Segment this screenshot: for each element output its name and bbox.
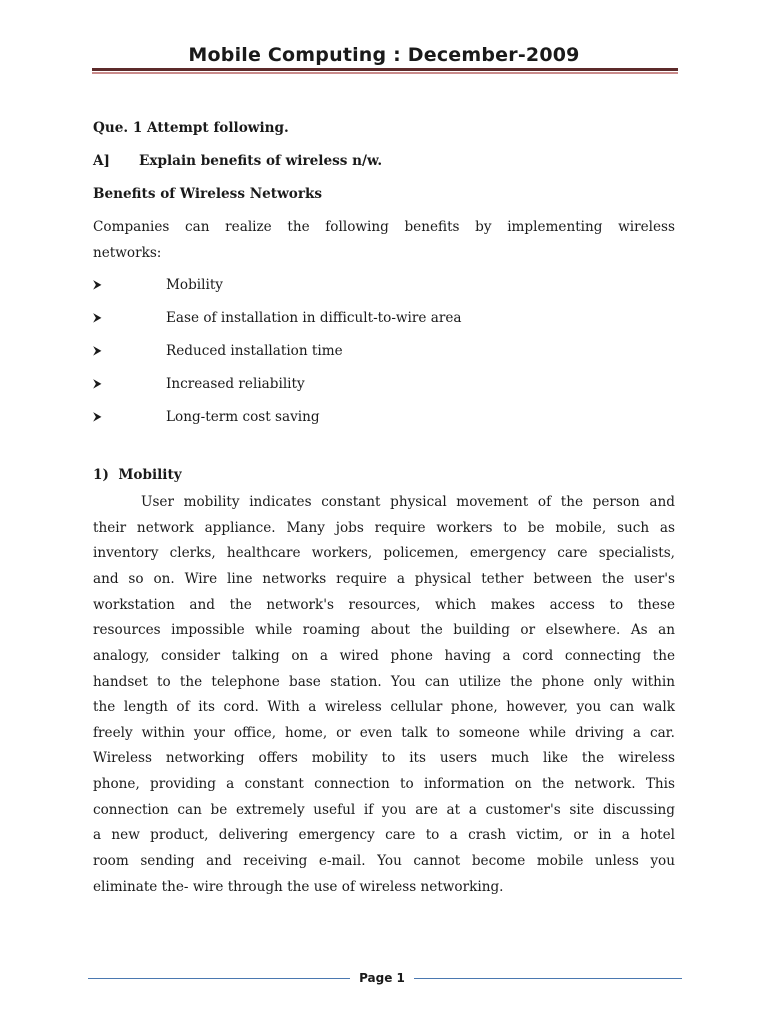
bullet-label: Long-term cost saving <box>166 409 320 425</box>
arrowhead-bullet-icon: ⮞ <box>93 310 102 324</box>
paragraph-line: workstation and the network's resources, which makes access to these <box>93 597 675 613</box>
paragraph-line: handset to the telephone base station. You can utilize the phone only within <box>93 674 675 690</box>
intro-line: Companies can realize the following benefits by implementing wireless <box>93 219 675 235</box>
paragraph-line: inventory clerks, healthcare workers, policemen, emergency care specialists, <box>93 545 675 561</box>
bullet-label: Reduced installation time <box>166 343 343 359</box>
paragraph-line: resources impossible while roaming about the building or elsewhere. As an <box>93 622 675 638</box>
arrowhead-bullet-icon: ⮞ <box>93 277 102 291</box>
paragraph-line: User mobility indicates constant physical movement of the person and <box>141 494 675 510</box>
footer-rule <box>414 978 682 979</box>
paragraph-line: and so on. Wire line networks require a physical tether between the user's <box>93 571 675 587</box>
header-rule-accent <box>92 72 678 74</box>
paragraph-line: freely within your office, home, or even talk to someone while driving a car. <box>93 725 675 741</box>
intro-line: networks: <box>93 245 162 261</box>
arrowhead-bullet-icon: ⮞ <box>93 376 102 390</box>
paragraph-line: their network appliance. Many jobs require workers to be mobile, such as <box>93 520 675 536</box>
page-title: Mobile Computing : December-2009 <box>188 44 580 66</box>
subheading-mobility: 1) Mobility <box>93 467 182 483</box>
bullet-label: Increased reliability <box>166 376 305 392</box>
paragraph-line: phone, providing a constant connection to information on the network. This <box>93 776 675 792</box>
arrowhead-bullet-icon: ⮞ <box>93 343 102 357</box>
header-rule <box>92 68 678 71</box>
part-question: Explain benefits of wireless n/w. <box>139 153 383 169</box>
paragraph-line: the length of its cord. With a wireless cellular phone, however, you can walk <box>93 699 675 715</box>
paragraph-line: eliminate the- wire through the use of wireless networking. <box>93 879 504 895</box>
paragraph-line: room sending and receiving e-mail. You cannot become mobile unless you <box>93 853 675 869</box>
footer-rule <box>88 978 350 979</box>
paragraph-line: analogy, consider talking on a wired phone having a cord connecting the <box>93 648 675 664</box>
part-label: A] <box>93 153 110 169</box>
paragraph-line: connection can be extremely useful if you are at a customer's site discussing <box>93 802 675 818</box>
section-heading: Benefits of Wireless Networks <box>93 186 323 202</box>
bullet-label: Ease of installation in difficult-to-wire area <box>166 310 462 326</box>
paragraph-line: Wireless networking offers mobility to its users much like the wireless <box>93 750 675 766</box>
bullet-label: Mobility <box>166 277 223 293</box>
paragraph-line: a new product, delivering emergency care to a crash victim, or in a hotel <box>93 827 675 843</box>
page-number: Page 1 <box>359 971 405 985</box>
question-heading: Que. 1 Attempt following. <box>93 120 289 136</box>
arrowhead-bullet-icon: ⮞ <box>93 409 102 423</box>
